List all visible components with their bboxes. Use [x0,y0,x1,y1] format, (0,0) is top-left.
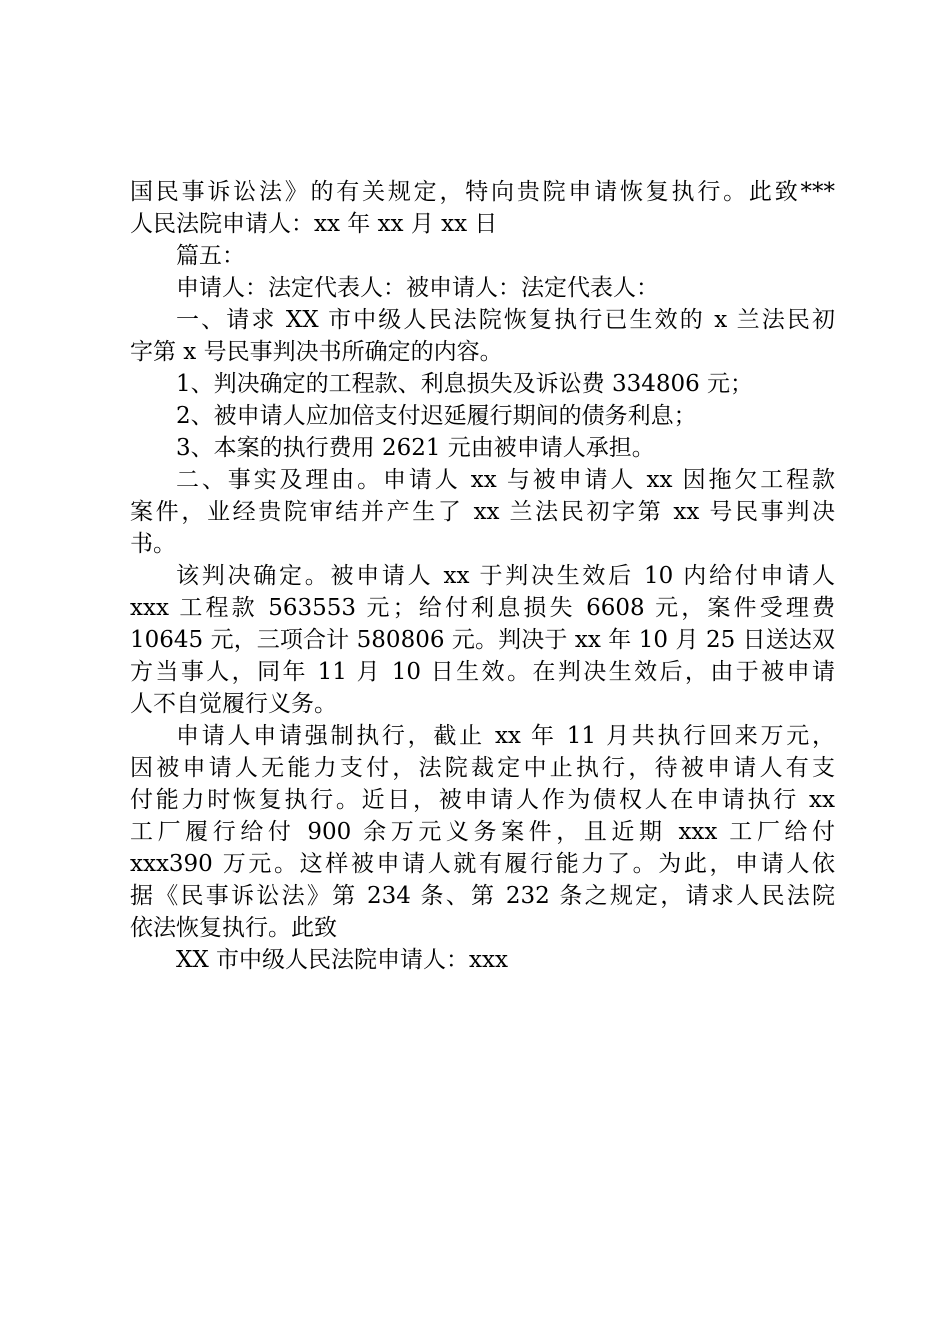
text-line: 10645 元，三项合计 580806 元。判决于 xx 年 10 月 25 日送达双 [130,627,835,653]
text-line: 申请人申请强制执行，截止 xx 年 11 月共执行回来万元， [176,723,835,749]
signature-line: XX 市中级人民法院申请人：xxx [176,947,508,973]
text-line: 据《民事诉讼法》第 234 条、第 232 条之规定，请求人民法院 [130,883,835,909]
text-line: 国民事诉讼法》的有关规定，特向贵院申请恢复执行。此致*** [130,179,835,205]
text-line: 人不自觉履行义务。 [130,691,337,717]
text-line: 工厂履行给付 900 余万元义务案件，且近期 xxx 工厂给付 [130,819,835,845]
list-item: 2、被申请人应加倍支付迟延履行期间的债务利息； [176,403,697,429]
list-item: 3、本案的执行费用 2621 元由被申请人承担。 [176,435,655,461]
text-line: 二、事实及理由。申请人 xx 与被申请人 xx 因拖欠工程款 [176,467,835,493]
text-line: 字第 x 号民事判决书所确定的内容。 [130,339,503,365]
text-line: 因被申请人无能力支付，法院裁定中止执行，待被申请人有支 [130,755,835,781]
section-heading: 篇五： [176,243,245,269]
text-line: 人民法院申请人：xx 年 xx 月 xx 日 [130,211,498,237]
text-line: 案件，业经贵院审结并产生了 xx 兰法民初字第 xx 号民事判决 [130,499,835,525]
text-line: 方当事人，同年 11 月 10 日生效。在判决生效后，由于被申请 [130,659,835,685]
text-line: 依法恢复执行。此致 [130,915,337,941]
text-line: 该判决确定。被申请人 xx 于判决生效后 10 内给付申请人 [176,563,835,589]
text-line: 一、请求 XX 市中级人民法院恢复执行已生效的 x 兰法民初 [176,307,835,333]
text-line: 书。 [130,531,176,557]
list-item: 1、判决确定的工程款、利息损失及诉讼费 334806 元； [176,371,754,397]
document-body [130,176,835,976]
text-line: 付能力时恢复执行。近日，被申请人作为债权人在申请执行 xx [130,787,835,813]
text-line: xxx390 万元。这样被申请人就有履行能力了。为此，申请人依 [130,851,835,877]
text-line: 申请人：法定代表人：被申请人：法定代表人： [176,275,659,301]
text-line: xxx 工程款 563553 元；给付利息损失 6608 元，案件受理费 [130,595,835,621]
